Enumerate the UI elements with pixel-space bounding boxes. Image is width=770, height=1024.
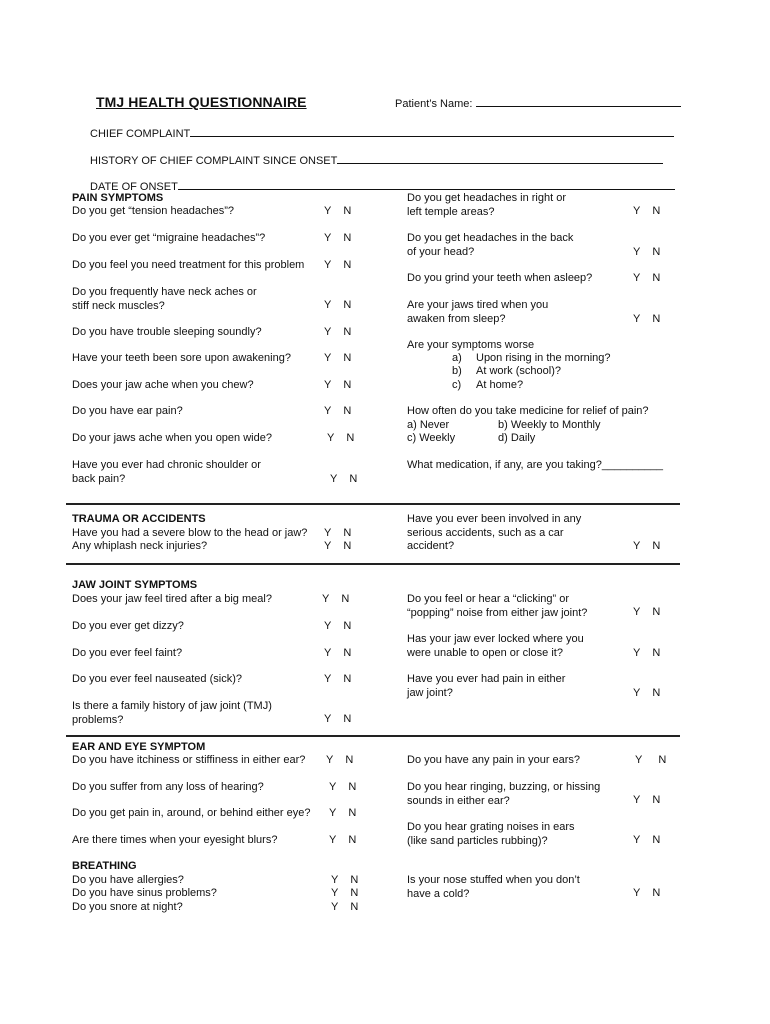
option-work[interactable]: At work (school)? bbox=[476, 365, 561, 377]
yn-teeth-sore[interactable] bbox=[324, 352, 351, 364]
question-medication[interactable]: What medication, if any, are you taking?__________ bbox=[407, 459, 664, 471]
question-jaws-tired: Are your jaws tired when you awaken from sleep? bbox=[407, 299, 549, 325]
yn-ear-itchiness[interactable] bbox=[326, 754, 353, 766]
section-breathing: BREATHING bbox=[72, 860, 137, 872]
no-option[interactable]: N bbox=[652, 205, 661, 217]
yes-option[interactable]: Y bbox=[324, 379, 332, 391]
yn-trouble-sleeping[interactable] bbox=[324, 326, 351, 338]
question-hearing-loss: Do you suffer from any loss of hearing? bbox=[72, 781, 264, 793]
question-migraine-headaches: Do you ever get “migraine headaches”? bbox=[72, 232, 266, 244]
question-eyesight-blurs: Are there times when your eyesight blurs? bbox=[72, 834, 278, 846]
patient-name-blank[interactable] bbox=[476, 96, 681, 107]
no-option[interactable]: N bbox=[343, 326, 352, 338]
no-option[interactable]: N bbox=[343, 540, 352, 552]
yes-option[interactable]: Y bbox=[329, 834, 337, 846]
yes-option[interactable]: Y bbox=[324, 405, 332, 417]
yes-option[interactable]: Y bbox=[633, 834, 641, 846]
patient-name-label: Patient’s Name: bbox=[395, 98, 473, 110]
yes-option[interactable]: Y bbox=[633, 246, 641, 258]
yn-jaw-locked[interactable] bbox=[633, 647, 660, 659]
yes-option[interactable]: Y bbox=[324, 299, 332, 311]
option-a-label: a) bbox=[452, 352, 462, 364]
question-jaw-ache-chew: Does your jaw ache when you chew? bbox=[72, 379, 254, 391]
option-c-label: c) bbox=[452, 379, 462, 391]
yn-nose-stuffed[interactable] bbox=[633, 887, 660, 899]
yn-temple-headaches[interactable] bbox=[633, 205, 660, 217]
yes-option[interactable]: Y bbox=[331, 887, 339, 899]
no-option[interactable]: N bbox=[343, 647, 352, 659]
yn-grind-teeth[interactable] bbox=[633, 272, 660, 284]
option-weekly[interactable]: c) Weekly bbox=[407, 432, 456, 444]
section-divider bbox=[66, 735, 680, 737]
question-neck-aches: Do you frequently have neck aches or stiff neck muscles? bbox=[72, 286, 257, 312]
no-option[interactable]: N bbox=[652, 687, 661, 699]
option-b-label: b) bbox=[452, 365, 462, 377]
no-option[interactable]: N bbox=[348, 807, 357, 819]
question-grind-teeth: Do you grind your teeth when asleep? bbox=[407, 272, 593, 284]
no-option[interactable]: N bbox=[341, 593, 350, 605]
yn-grating-noises[interactable] bbox=[633, 834, 660, 846]
yn-jaw-ache-chew[interactable] bbox=[324, 379, 351, 391]
section-pain-symptoms: PAIN SYMPTOMS bbox=[72, 192, 164, 204]
no-option[interactable]: N bbox=[343, 405, 352, 417]
question-eye-pain: Do you get pain in, around, or behind either eye? bbox=[72, 807, 311, 819]
yn-clicking-popping[interactable] bbox=[633, 606, 660, 618]
yes-option[interactable]: Y bbox=[331, 901, 339, 913]
question-jaw-joint-pain: Have you ever had pain in either jaw joint? bbox=[407, 673, 566, 699]
question-nauseated: Do you ever feel nauseated (sick)? bbox=[72, 673, 242, 685]
question-tension-headaches: Do you get “tension headaches”? bbox=[72, 205, 235, 217]
no-option[interactable]: N bbox=[343, 673, 352, 685]
question-teeth-sore: Have your teeth been sore upon awakening? bbox=[72, 352, 291, 364]
yes-option[interactable]: Y bbox=[633, 272, 641, 284]
yes-option[interactable]: Y bbox=[633, 647, 641, 659]
yes-option[interactable]: Y bbox=[324, 352, 332, 364]
no-option[interactable]: N bbox=[350, 874, 359, 886]
section-ear-eye: EAR AND EYE SYMPTOM bbox=[72, 741, 206, 753]
no-option[interactable]: N bbox=[343, 713, 352, 725]
no-option[interactable]: N bbox=[349, 473, 358, 485]
question-allergies: Do you have allergies? bbox=[72, 874, 184, 886]
yn-severe-blow[interactable] bbox=[324, 527, 351, 539]
yn-ear-pain[interactable] bbox=[324, 405, 351, 417]
no-option[interactable]: N bbox=[652, 647, 661, 659]
yes-option[interactable]: Y bbox=[324, 673, 332, 685]
no-option[interactable]: N bbox=[658, 754, 667, 766]
yn-family-history[interactable] bbox=[324, 713, 351, 725]
no-option[interactable]: N bbox=[652, 606, 661, 618]
yn-jaws-tired[interactable] bbox=[633, 313, 660, 325]
question-ear-itchiness: Do you have itchiness or stiffiness in either ear? bbox=[72, 754, 306, 766]
no-option[interactable]: N bbox=[343, 232, 352, 244]
question-ear-pain-right: Do you have any pain in your ears? bbox=[407, 754, 581, 766]
section-trauma: TRAUMA OR ACCIDENTS bbox=[72, 513, 206, 525]
no-option[interactable]: N bbox=[652, 794, 661, 806]
no-option[interactable]: N bbox=[343, 259, 352, 271]
yes-option[interactable]: Y bbox=[633, 205, 641, 217]
question-temple-headaches: Do you get headaches in right or left temple areas? bbox=[407, 192, 566, 218]
question-family-history: Is there a family history of jaw joint (TMJ) problems? bbox=[72, 700, 272, 726]
option-morning[interactable]: Upon rising in the morning? bbox=[476, 352, 611, 364]
yes-option[interactable]: Y bbox=[322, 593, 330, 605]
question-need-treatment: Do you feel you need treatment for this problem bbox=[72, 259, 305, 271]
section-divider bbox=[66, 563, 680, 565]
question-jaws-ache-open: Do your jaws ache when you open wide? bbox=[72, 432, 272, 444]
yn-jaw-joint-pain[interactable] bbox=[633, 687, 660, 699]
yn-shoulder-pain[interactable] bbox=[330, 473, 357, 485]
yes-option[interactable]: Y bbox=[324, 713, 332, 725]
yes-option[interactable]: Y bbox=[330, 473, 338, 485]
yes-option[interactable]: Y bbox=[327, 432, 335, 444]
yn-faint[interactable] bbox=[324, 647, 351, 659]
no-option[interactable]: N bbox=[652, 540, 661, 552]
date-of-onset-field[interactable] bbox=[90, 179, 675, 195]
yn-neck-aches[interactable] bbox=[324, 299, 351, 311]
yn-jaws-ache-open[interactable] bbox=[327, 432, 354, 444]
yn-eye-pain[interactable] bbox=[329, 807, 356, 819]
question-sinus: Do you have sinus problems? bbox=[72, 887, 217, 899]
history-field[interactable] bbox=[90, 153, 663, 169]
yes-option[interactable]: Y bbox=[324, 527, 332, 539]
date-of-onset-blank[interactable] bbox=[178, 179, 675, 190]
no-option[interactable]: N bbox=[343, 205, 352, 217]
no-option[interactable]: N bbox=[345, 754, 354, 766]
yes-option[interactable]: Y bbox=[324, 540, 332, 552]
no-option[interactable]: N bbox=[343, 352, 352, 364]
yn-migraine-headaches[interactable] bbox=[324, 232, 351, 244]
no-option[interactable]: N bbox=[652, 272, 661, 284]
no-option[interactable]: N bbox=[350, 901, 359, 913]
form-title: TMJ HEALTH QUESTIONNAIRE bbox=[96, 94, 307, 110]
option-weekly-monthly[interactable]: b) Weekly to Monthly bbox=[498, 419, 601, 431]
yn-eyesight-blurs[interactable] bbox=[329, 834, 356, 846]
question-symptoms-worse: Are your symptoms worse bbox=[407, 339, 535, 351]
yes-option[interactable]: Y bbox=[324, 647, 332, 659]
yn-need-treatment[interactable] bbox=[324, 259, 351, 271]
yes-option[interactable]: Y bbox=[324, 205, 332, 217]
question-faint: Do you ever feel faint? bbox=[72, 647, 183, 659]
yn-jaw-tired-meal[interactable] bbox=[322, 593, 349, 605]
no-option[interactable]: N bbox=[343, 620, 352, 632]
option-never[interactable]: a) Never bbox=[407, 419, 450, 431]
no-option[interactable]: N bbox=[348, 834, 357, 846]
no-option[interactable]: N bbox=[343, 299, 352, 311]
yn-snore[interactable] bbox=[331, 901, 358, 913]
yes-option[interactable]: Y bbox=[324, 232, 332, 244]
yes-option[interactable]: Y bbox=[633, 313, 641, 325]
yn-whiplash[interactable] bbox=[324, 540, 351, 552]
no-option[interactable]: N bbox=[652, 887, 661, 899]
yes-option[interactable]: Y bbox=[633, 687, 641, 699]
yes-option[interactable]: Y bbox=[326, 754, 334, 766]
question-nose-stuffed: Is your nose stuffed when you don’t have a cold? bbox=[407, 874, 580, 900]
option-daily[interactable]: d) Daily bbox=[498, 432, 536, 444]
no-option[interactable]: N bbox=[343, 527, 352, 539]
yn-sinus[interactable] bbox=[331, 887, 358, 899]
yes-option[interactable]: Y bbox=[324, 326, 332, 338]
history-label: HISTORY OF CHIEF COMPLAINT SINCE ONSET bbox=[90, 155, 338, 167]
yn-dizzy[interactable] bbox=[324, 620, 351, 632]
yes-option[interactable]: Y bbox=[633, 887, 641, 899]
yn-nauseated[interactable] bbox=[324, 673, 351, 685]
question-medicine-frequency: How often do you take medicine for relief of pain? bbox=[407, 405, 649, 417]
section-divider bbox=[66, 503, 680, 505]
history-blank[interactable] bbox=[337, 153, 663, 164]
yes-option[interactable]: Y bbox=[331, 874, 339, 886]
question-back-head-headaches: Do you get headaches in the back of your head? bbox=[407, 232, 574, 258]
yn-back-head-headaches[interactable] bbox=[633, 246, 660, 258]
yn-ringing[interactable] bbox=[633, 794, 660, 806]
yes-option[interactable]: Y bbox=[633, 794, 641, 806]
no-option[interactable]: N bbox=[652, 246, 661, 258]
yn-tension-headaches[interactable] bbox=[324, 205, 351, 217]
chief-complaint-field[interactable] bbox=[90, 126, 674, 142]
question-whiplash: Any whiplash neck injuries? bbox=[72, 540, 208, 552]
section-jaw-joint: JAW JOINT SYMPTOMS bbox=[72, 579, 198, 591]
yes-option[interactable]: Y bbox=[633, 606, 641, 618]
option-home[interactable]: At home? bbox=[476, 379, 524, 391]
chief-complaint-blank[interactable] bbox=[190, 126, 674, 137]
no-option[interactable]: N bbox=[348, 781, 357, 793]
question-clicking-popping: Do you feel or hear a “clicking” or “popping” noise from either jaw joint? bbox=[407, 593, 588, 619]
no-option[interactable]: N bbox=[350, 887, 359, 899]
no-option[interactable]: N bbox=[652, 834, 661, 846]
question-trouble-sleeping: Do you have trouble sleeping soundly? bbox=[72, 326, 262, 338]
question-severe-blow: Have you had a severe blow to the head or jaw? bbox=[72, 527, 308, 539]
yn-allergies[interactable] bbox=[331, 874, 358, 886]
no-option[interactable]: N bbox=[346, 432, 355, 444]
no-option[interactable]: N bbox=[652, 313, 661, 325]
question-grating-noises: Do you hear grating noises in ears (like sand particles rubbing)? bbox=[407, 821, 575, 847]
question-jaw-tired-meal: Does your jaw feel tired after a big meal? bbox=[72, 593, 272, 605]
yes-option[interactable]: Y bbox=[329, 781, 337, 793]
question-jaw-locked: Has your jaw ever locked where you were unable to open or close it? bbox=[407, 633, 584, 659]
no-option[interactable]: N bbox=[343, 379, 352, 391]
chief-complaint-label: CHIEF COMPLAINT bbox=[90, 128, 191, 140]
yn-hearing-loss[interactable] bbox=[329, 781, 356, 793]
yn-serious-accidents[interactable] bbox=[633, 540, 660, 552]
date-of-onset-label: DATE OF ONSET bbox=[90, 181, 178, 193]
question-shoulder-pain: Have you ever had chronic shoulder or back pain? bbox=[72, 459, 261, 485]
patient-name-field[interactable] bbox=[395, 96, 681, 110]
question-ear-pain: Do you have ear pain? bbox=[72, 405, 183, 417]
yn-ear-pain-right[interactable] bbox=[635, 754, 666, 766]
question-snore: Do you snore at night? bbox=[72, 901, 183, 913]
yes-option[interactable]: Y bbox=[324, 620, 332, 632]
question-dizzy: Do you ever get dizzy? bbox=[72, 620, 184, 632]
yes-option[interactable]: Y bbox=[633, 540, 641, 552]
yes-option[interactable]: Y bbox=[635, 754, 643, 766]
question-ringing: Do you hear ringing, buzzing, or hissing sounds in either ear? bbox=[407, 781, 601, 807]
yes-option[interactable]: Y bbox=[324, 259, 332, 271]
question-serious-accidents: Have you ever been involved in any serious accidents, such as a car accident? bbox=[407, 513, 582, 552]
yes-option[interactable]: Y bbox=[329, 807, 337, 819]
